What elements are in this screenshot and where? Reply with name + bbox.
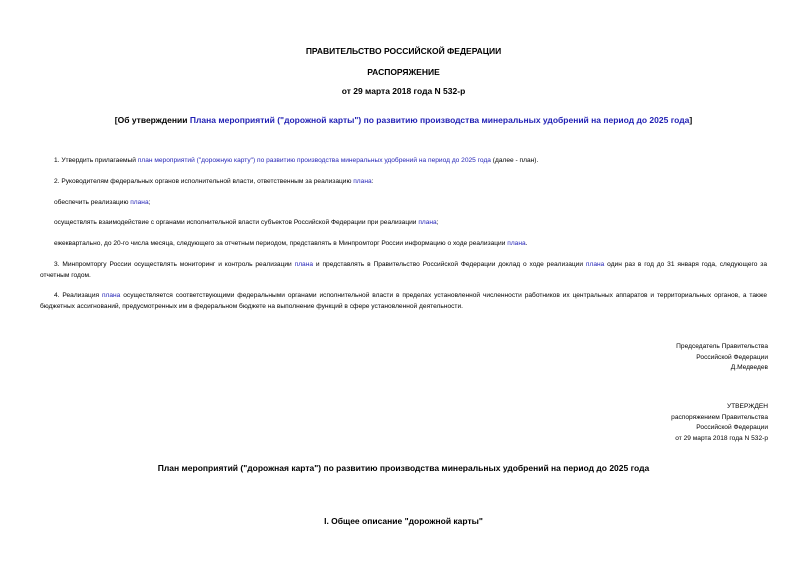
plan-link[interactable]: плана	[130, 199, 149, 206]
paragraph-6	[40, 259, 767, 281]
paragraph-4	[40, 217, 767, 228]
plan-title-link[interactable]: Плана мероприятий ("дорожной карты") по развитию производства минеральных удобрений на период до 2025 года	[189, 115, 690, 125]
approval-country: Российской Федерации	[696, 424, 768, 431]
paragraph-6-tail: один раз в год до 31 января года, следующего за отчетным годом.	[40, 261, 767, 279]
paragraph-1-text: 1. Утвердить прилагаемый	[54, 157, 138, 164]
paragraph-3-tail: ;	[148, 199, 151, 206]
document-date-number: от 29 марта 2018 года N 532-р	[341, 86, 466, 96]
title-prefix: [Об утверждении	[114, 115, 190, 125]
paragraph-1-tail: (далее - план).	[490, 157, 539, 164]
signature-block	[676, 342, 768, 374]
paragraph-3-text: обеспечить реализацию	[54, 199, 131, 206]
paragraph-7	[40, 290, 767, 312]
paragraph-5	[40, 238, 767, 249]
paragraph-7-text: 4. Реализация	[54, 292, 102, 299]
plan-link[interactable]: плана	[418, 219, 437, 226]
paragraph-5-tail: .	[525, 240, 528, 247]
approval-order: распоряжением Правительства	[671, 413, 768, 421]
government-heading: ПРАВИТЕЛЬСТВО РОССИЙСКОЙ ФЕДЕРАЦИИ	[305, 46, 502, 56]
plan-link[interactable]: плана	[507, 240, 526, 247]
paragraph-2	[40, 176, 767, 187]
plan-link[interactable]: план мероприятий ("дорожную карту") по развитию производства минеральных удобрений на период до 2025 года	[137, 157, 491, 164]
document-title	[0, 115, 807, 126]
signature-name: Д.Медведев	[730, 364, 768, 371]
approval-title: УТВЕРЖДЕН	[726, 403, 768, 410]
paragraph-3	[40, 197, 767, 208]
document-type-heading: РАСПОРЯЖЕНИЕ	[367, 67, 440, 77]
title-suffix: ]	[689, 115, 693, 125]
plan-link[interactable]: плана	[585, 261, 605, 268]
plan-title: План мероприятий ("дорожная карта") по развитию производства минеральных удобрений на период до 2025 года	[157, 463, 650, 473]
approval-stamp	[671, 402, 768, 444]
paragraph-4-tail: ;	[436, 219, 439, 226]
paragraph-5-text: ежеквартально, до 20-го числа месяца, следующего за отчетным периодом, представлять в Минпромторг России информацию о ходе реализации	[54, 240, 508, 247]
paragraph-2-text: 2. Руководителям федеральных органов исполнительной власти, ответственным за реализацию	[54, 178, 354, 185]
section-heading: I. Общее описание "дорожной карты"	[324, 516, 483, 526]
paragraph-7-tail: осуществляется соответствующими федеральными органами исполнительной власти в пределах установленной численности работников их центральных аппаратов и территориальных органов, а также бюджетных ассигнований, предусмотренных им в федеральном бюджете на выполнение функций в сфере установленной деятельности.	[40, 292, 767, 310]
plan-link[interactable]: плана	[353, 178, 372, 185]
paragraph-6-text: 3. Минпромторгу России осуществлять мониторинг и контроль реализации	[54, 261, 295, 268]
plan-link[interactable]: плана	[294, 261, 314, 268]
signature-country: Российской Федерации	[696, 353, 768, 361]
paragraph-2-tail: :	[371, 178, 374, 185]
signature-position: Председатель Правительства	[676, 343, 768, 350]
plan-link[interactable]: плана	[101, 292, 121, 299]
paragraph-4-text: осуществлять взаимодействие с органами исполнительной власти субъектов Российской Федерации при реализации	[54, 219, 419, 226]
approval-date: от 29 марта 2018 года N 532-р	[675, 434, 768, 442]
paragraph-6-middle: и представлять в Правительство Российской Федерации доклад о ходе реализации	[313, 261, 586, 268]
paragraph-1	[40, 155, 767, 166]
